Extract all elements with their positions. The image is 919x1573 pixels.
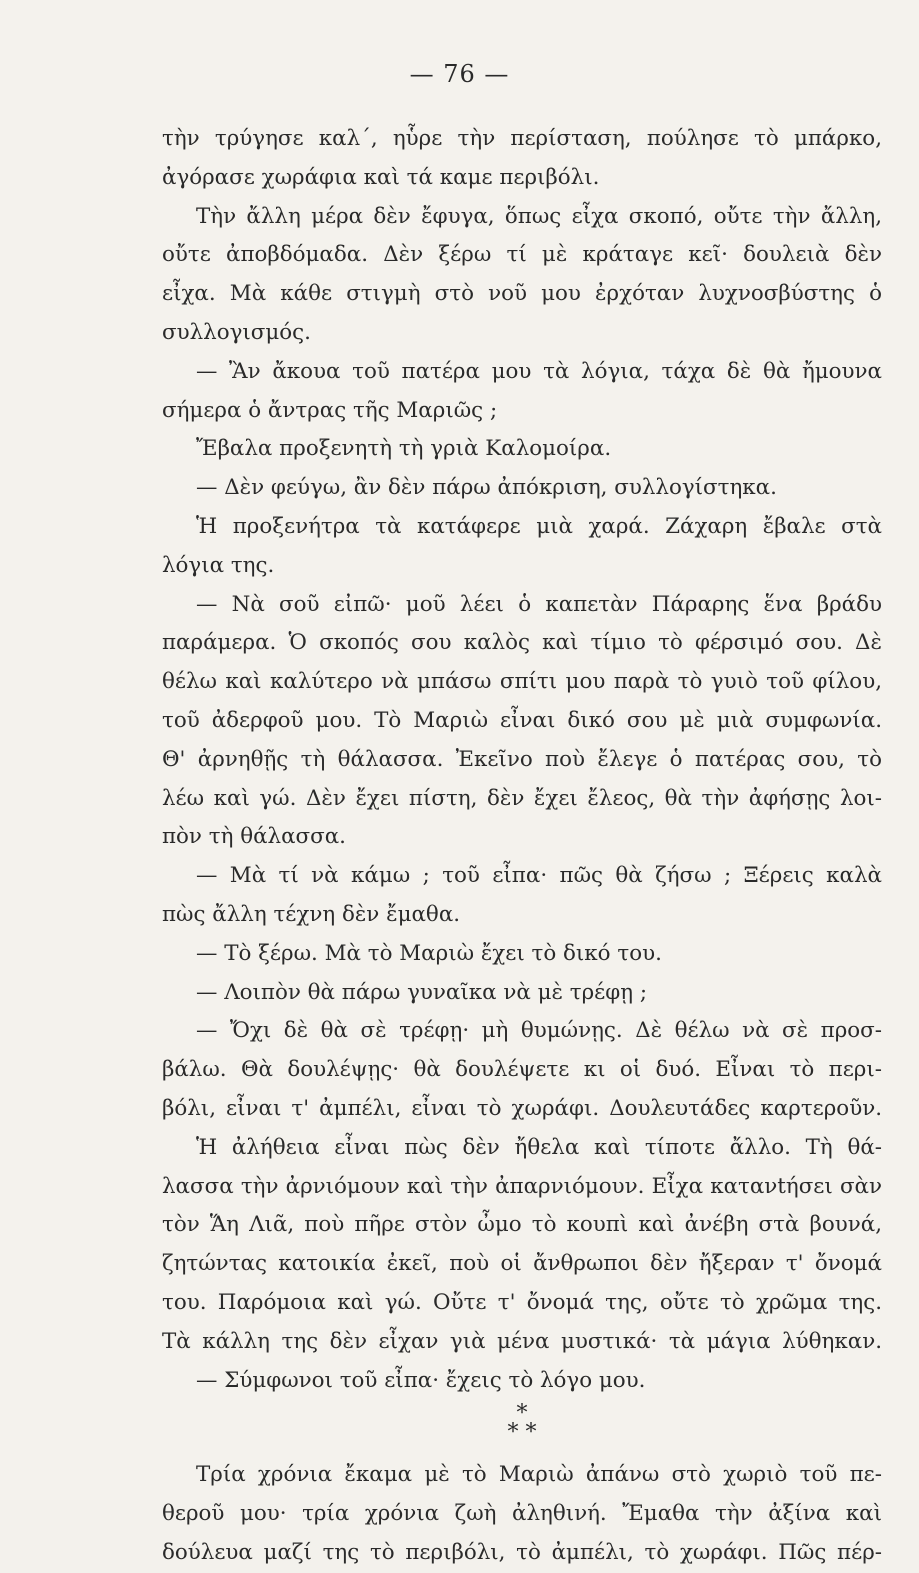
text-line: — Ὄχι δὲ θὰ σὲ τρέφῃ· μὴ θυμώνῃς. Δὲ θέλω νὰ σὲ προσ- bbox=[196, 1018, 882, 1044]
text-line: σήμερα ὁ ἄντρας τῆς Μαριῶς ; bbox=[162, 397, 498, 423]
text-line: λέω καὶ γώ. Δὲν ἔχει πίστη, δὲν ἔχει ἔλεος, θὰ τὴν ἀφήσῃς λοι- bbox=[162, 785, 882, 811]
text-line: οὔτε ἀποβδόμαδα. Δὲν ξέρω τί μὲ κράταγε κεῖ· δουλειὰ δὲν bbox=[162, 242, 882, 268]
section-break-top: * bbox=[516, 1401, 528, 1427]
text-line: δούλευα μαζί της τὸ περιβόλι, τὸ ἀμπέλι, τὸ χωράφι. Πῶς πέρ- bbox=[162, 1539, 882, 1565]
text-block-after bbox=[162, 1456, 882, 1572]
text-line: Ἔβαλα προξενητὴ τὴ γριὰ Καλομοίρα. bbox=[196, 436, 612, 462]
text-line: Ἡ ἀλήθεια εἶναι πὼς δὲν ἤθελα καὶ τίποτε ἄλλο. Τὴ θά- bbox=[196, 1134, 882, 1160]
text-line: ἀγόρασε χωράφια καὶ τά καμε περιβόλι. bbox=[162, 164, 600, 190]
text-line: θεροῦ μου· τρία χρόνια ζωὴ ἀληθινή. Ἔμαθα τὴν ἀξίνα καὶ bbox=[162, 1501, 882, 1527]
text-line: — Νὰ σοῦ εἰπῶ· μοῦ λέει ὁ καπετὰν Πάραρης ἕνα βράδυ bbox=[196, 591, 882, 617]
section-break-bottom: * * bbox=[507, 1420, 537, 1446]
text-line: — Σύμφωνοι τοῦ εἶπα· ἔχεις τὸ λόγο μου. bbox=[196, 1367, 646, 1393]
text-line: Θ' ἀρνηθῇς τὴ θάλασσα. Ἐκεῖνο ποὺ ἔλεγε ὁ πατέρας σου, τὸ bbox=[162, 746, 882, 772]
text-line: — Μὰ τί νὰ κάμω ; τοῦ εἶπα· πῶς θὰ ζήσω ; Ξέρεις καλὰ bbox=[196, 863, 882, 889]
text-line: παράμερα. Ὁ σκοπός σου καλὸς καὶ τίμιο τὸ φέρσιμό σου. Δὲ bbox=[162, 630, 882, 656]
page-number: — 76 — bbox=[409, 60, 510, 88]
text-block-main bbox=[162, 120, 882, 1400]
text-line: συλλογισμός. bbox=[162, 319, 311, 345]
text-line: του. Παρόμοια καὶ γώ. Οὔτε τ' ὄνομά της, οὔτε τὸ χρῶμα της. bbox=[162, 1289, 882, 1315]
text-line: πὼς ἄλλη τέχνη δὲν ἔμαθα. bbox=[162, 901, 461, 927]
section-break bbox=[162, 1401, 882, 1450]
text-line: Ἡ προξενήτρα τὰ κατάφερε μιὰ χαρά. Ζάχαρη ἔβαλε στὰ bbox=[196, 513, 882, 539]
text-line: λασσα τὴν ἀρνιόμουν καὶ τὴν ἀπαρνιόμουν. Εἶχα κατανtήσει σὰν bbox=[162, 1173, 882, 1199]
text-line: Τὰ κάλλη της δὲν εἶχαν γιὰ μένα μυστικά· τὰ μάγια λύθηκαν. bbox=[162, 1328, 882, 1354]
text-line: — Δὲν φεύγω, ἂν δὲν πάρω ἀπόκριση, συλλογίστηκα. bbox=[196, 475, 777, 501]
text-line: βόλι, εἶναι τ' ἀμπέλι, εἶναι τὸ χωράφι. Δουλευτάδες καρτεροῦν. bbox=[162, 1095, 882, 1121]
text-line: — Λοιπὸν θὰ πάρω γυναῖκα νὰ μὲ τρέφῃ ; bbox=[196, 979, 648, 1005]
text-line: Τρία χρόνια ἔκαμα μὲ τὸ Μαριὼ ἀπάνω στὸ χωριὸ τοῦ πε- bbox=[196, 1462, 882, 1488]
text-line: ζητώντας κατοικία ἐκεῖ, ποὺ οἱ ἄνθρωποι δὲν ἤξεραν τ' ὄνομά bbox=[162, 1251, 882, 1277]
text-line: λόγια της. bbox=[162, 552, 275, 578]
text-line: τοῦ ἀδερφοῦ μου. Τὸ Μαριὼ εἶναι δικό σου μὲ μιὰ συμφωνία. bbox=[162, 707, 882, 733]
text-line: Τὴν ἄλλη μέρα δὲν ἔφυγα, ὅπως εἶχα σκοπό, οὔτε τὴν ἄλλη, bbox=[196, 203, 882, 229]
text-line: — Τὸ ξέρω. Μὰ τὸ Μαριὼ ἔχει τὸ δικό του. bbox=[196, 940, 662, 966]
text-line: — Ἂν ἄκουα τοῦ πατέρα μου τὰ λόγια, τάχα δὲ θὰ ἤμουνα bbox=[196, 358, 882, 384]
text-line: τὴν τρύγησε καλ΄, ηὗρε τὴν περίσταση, πούλησε τὸ μπάρκο, bbox=[162, 126, 882, 151]
text-line: τὸν Ἅη Λιᾶ, ποὺ πῆρε στὸν ὦμο τὸ κουπὶ καὶ ἀνέβη στὰ βουνά, bbox=[162, 1212, 882, 1238]
text-line: βάλω. Θὰ δουλέψῃς· θὰ δουλέψετε κι οἱ δυό. Εἶναι τὸ περι- bbox=[162, 1057, 882, 1083]
page-text bbox=[162, 120, 882, 1573]
text-line: πὸν τὴ θάλασσα. bbox=[162, 824, 346, 850]
text-line: εἶχα. Μὰ κάθε στιγμὴ στὸ νοῦ μου ἐρχόταν λυχνοσβύστης ὁ bbox=[162, 281, 882, 307]
text-line: θέλω καὶ καλύτερο νὰ μπάσω σπίτι μου παρὰ τὸ γυιὸ τοῦ φίλου, bbox=[162, 669, 882, 695]
